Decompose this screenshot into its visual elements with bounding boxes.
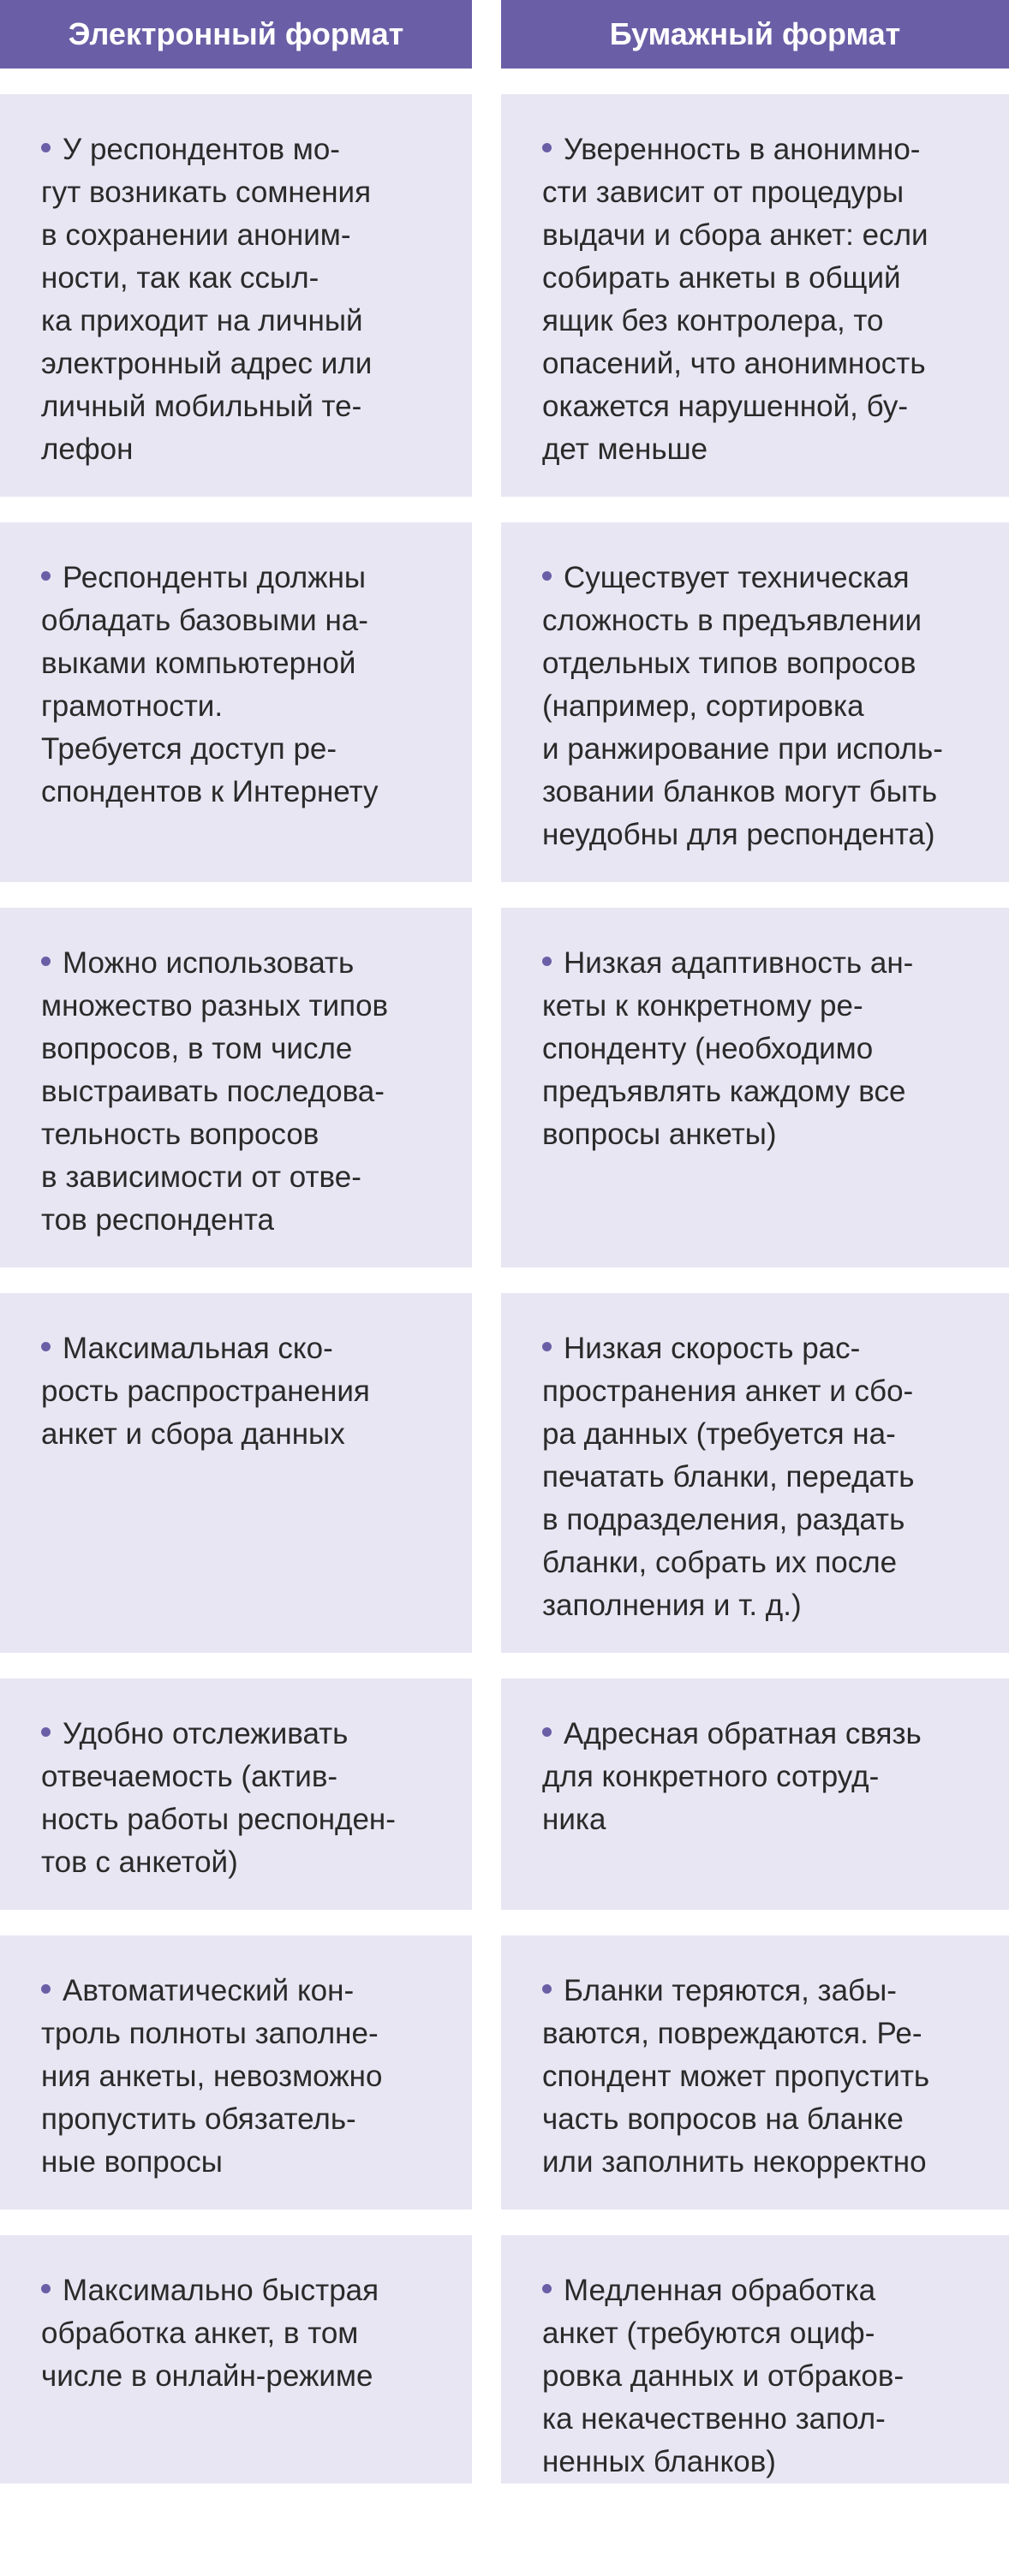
cell-text: Уверенность в анонимно- сти зависит от процедуры выдачи и сбора анкет: если собирать анкеты в общий ящик без контролера, то опасений, что анонимность окажется нарушенной, бу- дет меньше bbox=[542, 133, 928, 466]
cell-paper-6 bbox=[501, 1935, 1009, 2209]
cell-paper-3 bbox=[501, 908, 1009, 1267]
bullet-icon bbox=[542, 1984, 552, 1994]
bullet-icon bbox=[542, 571, 552, 581]
cell-text: Бланки теряются, забы- ваются, повреждаются. Ре- спондент может пропустить часть вопросов на бланке или заполнить некорректно bbox=[542, 1974, 930, 2179]
cell-paper-1 bbox=[501, 94, 1009, 497]
header-electronic: Электронный формат bbox=[0, 0, 472, 69]
cell-text: Удобно отслеживать отвечаемость (актив- ность работы респонден- тов с анкетой) bbox=[41, 1717, 396, 1879]
bullet-icon bbox=[542, 1727, 552, 1737]
bullet-icon bbox=[542, 957, 552, 966]
bullet-icon bbox=[41, 571, 51, 581]
cell-electronic-7 bbox=[0, 2235, 472, 2484]
bullet-icon bbox=[41, 957, 51, 966]
cell-paper-4 bbox=[501, 1293, 1009, 1653]
bullet-icon bbox=[41, 2284, 51, 2293]
cell-electronic-2 bbox=[0, 522, 472, 882]
cell-electronic-1 bbox=[0, 94, 472, 497]
cell-electronic-4 bbox=[0, 1293, 472, 1653]
cell-text: Существует техническая сложность в предъявлении отдельных типов вопросов (например, сортировка и ранжирование при исполь- зовании бланков могут быть неудобны для респондента) bbox=[542, 561, 943, 851]
cell-text: Максимальная ско- рость распространения анкет и сбора данных bbox=[41, 1332, 370, 1451]
bullet-icon bbox=[542, 1342, 552, 1351]
cell-text: Низкая адаптивность ан- кеты к конкретному ре- спонденту (необходимо предъявлять каждому все вопросы анкеты) bbox=[542, 946, 914, 1151]
cell-paper-5 bbox=[501, 1679, 1009, 1910]
cell-electronic-3 bbox=[0, 908, 472, 1267]
cell-text: Автоматический кон- троль полноты заполне- ния анкеты, невозможно пропустить обязатель- ные вопросы bbox=[41, 1974, 383, 2179]
cell-paper-2 bbox=[501, 522, 1009, 882]
cell-text: Респонденты должны обладать базовыми на- выками компьютерной грамотности. Требуется доступ ре- спондентов к Интернету bbox=[41, 561, 379, 808]
bullet-icon bbox=[41, 1984, 51, 1994]
bullet-icon bbox=[542, 143, 552, 152]
cell-text: Максимально быстрая обработка анкет, в том числе в онлайн-режиме bbox=[41, 2274, 379, 2393]
bullet-icon bbox=[41, 1342, 51, 1351]
cell-text: Низкая скорость рас- пространения анкет и сбо- ра данных (требуется на- печатать бланки, передать в подразделения, раздать бланки, собрать их после заполнения и т. д.) bbox=[542, 1332, 915, 1622]
bullet-icon bbox=[41, 1727, 51, 1737]
cell-text: У респондентов мо- гут возникать сомнения в сохранении аноним- ности, так как ссыл- ка приходит на личный электронный адрес или личный мобильный те- лефон bbox=[41, 133, 373, 466]
cell-electronic-5 bbox=[0, 1679, 472, 1910]
bullet-icon bbox=[41, 143, 51, 152]
header-paper: Бумажный формат bbox=[501, 0, 1009, 69]
cell-paper-7 bbox=[501, 2235, 1009, 2484]
bullet-icon bbox=[542, 2284, 552, 2293]
cell-text: Можно использовать множество разных типов вопросов, в том числе выстраивать последова- тельность вопросов в зависимости от отве- тов респондента bbox=[41, 946, 389, 1237]
cell-text: Адресная обратная связь для конкретного сотруд- ника bbox=[542, 1717, 922, 1836]
cell-electronic-6 bbox=[0, 1935, 472, 2209]
cell-text: Медленная обработка анкет (требуются оциф- ровка данных и отбраков- ка некачественно запол- ненных бланков) bbox=[542, 2274, 905, 2478]
